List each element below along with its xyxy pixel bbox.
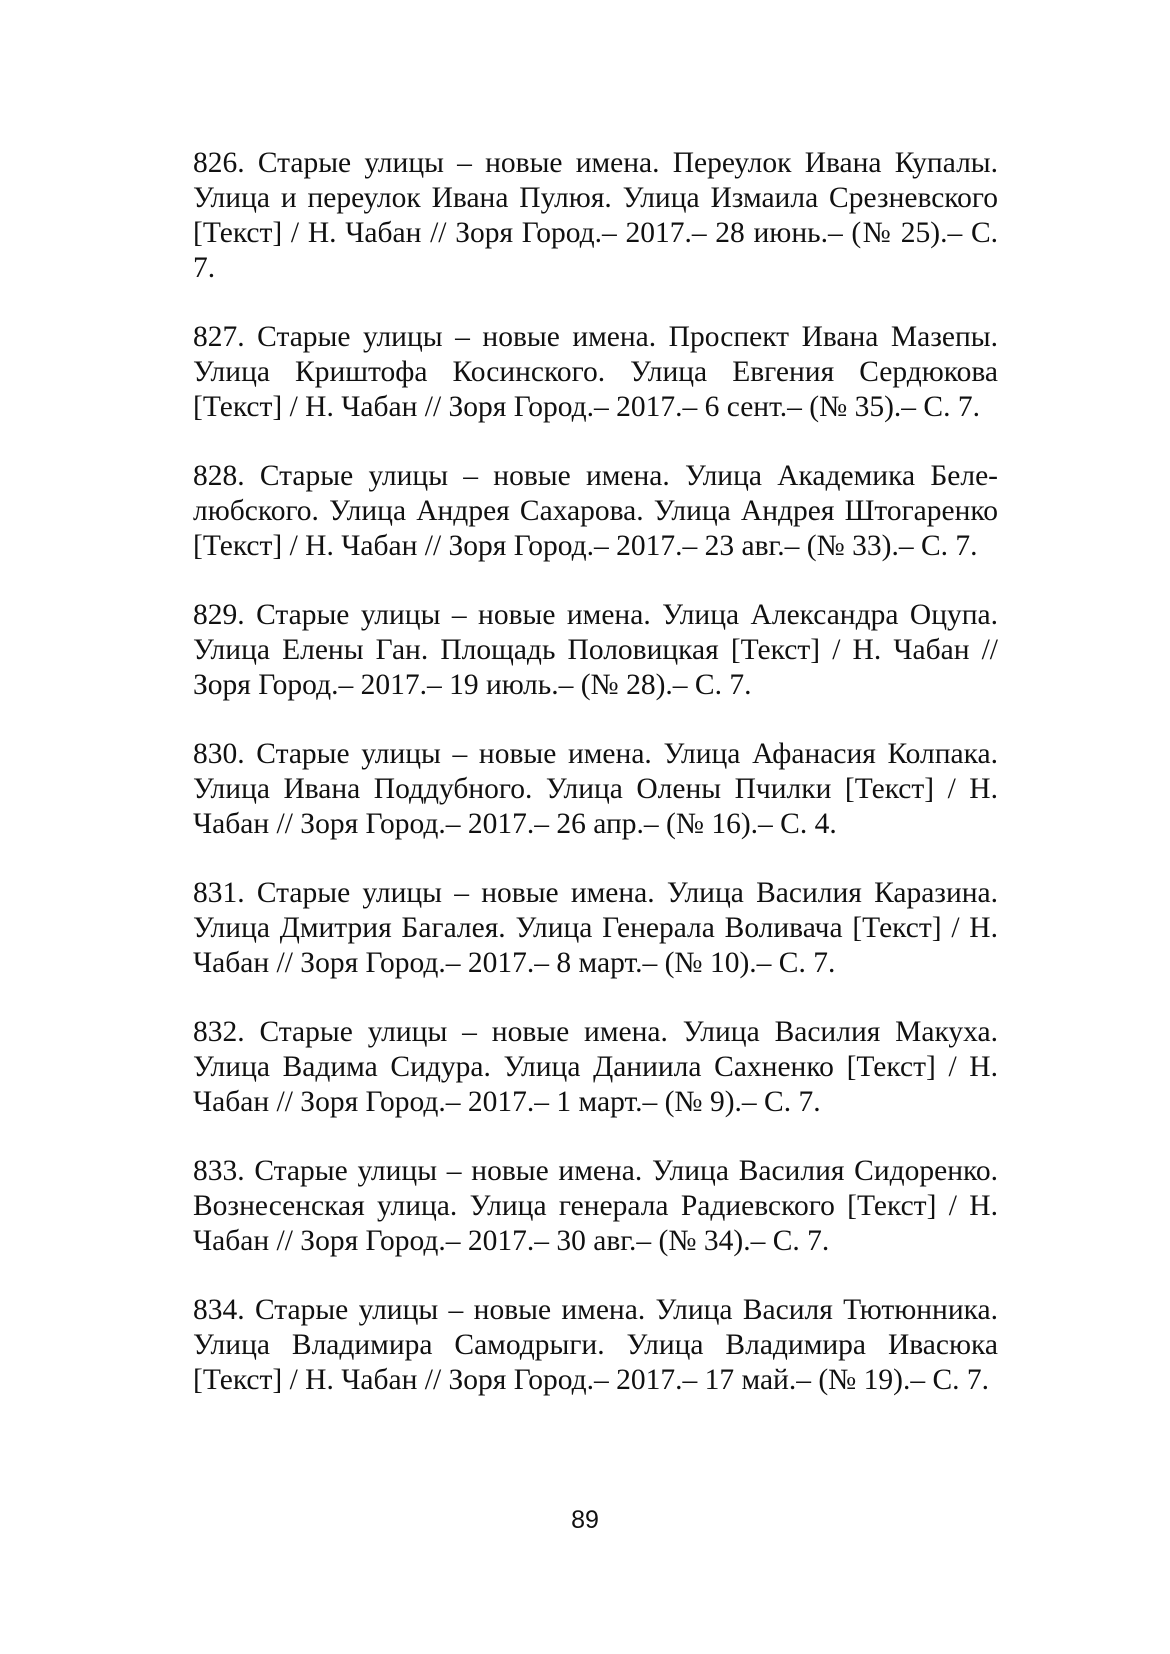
bibliography-entry-834 xyxy=(193,1293,998,1398)
bibliography-list xyxy=(193,146,998,1432)
entry-text: 826. Старые улицы – новые имена. Переулок Ивана Купалы. Улица и переулок Ивана Пулюя. Улица Измаила Срезневского [Текст] / Н. Чабан // Зоря Город.– 2017.– 28 июнь.– (№ 25).– С. 7. xyxy=(193,147,998,284)
entry-text: 831. Старые улицы – новые имена. Улица Василия Каразина. Улица Дмитрия Багалея. Улица Генерала Воливача [Текст] / Н. Чабан // Зоря Город.– 2017.– 8 март.– (№ 10).– С. 7. xyxy=(193,877,998,979)
bibliography-entry-826 xyxy=(193,146,998,286)
entry-text: 832. Старые улицы – новые имена. Улица Василия Макуха. Улица Вадима Сидура. Улица Даниила Сахненко [Текст] / Н. Чабан // Зоря Город.– 2017.– 1 март.– (№ 9).– С. 7. xyxy=(193,1016,998,1118)
bibliography-entry-832 xyxy=(193,1015,998,1120)
bibliography-entry-829 xyxy=(193,598,998,703)
page-number: 89 xyxy=(571,1506,599,1534)
entry-text: 833. Старые улицы – новые имена. Улица Василия Сидоренко. Вознесенская улица. Улица генерала Радиевского [Текст] / Н. Чабан // Зоря Город.– 2017.– 30 авг.– (№ 34).– С. 7. xyxy=(193,1155,998,1257)
bibliography-entry-831 xyxy=(193,876,998,981)
entry-text: 827. Старые улицы – новые имена. Проспект Ивана Мазепы. Улица Криштофа Косинского. Улица Евгения Сердюкова [Текст] / Н. Чабан // Зоря Город.– 2017.– 6 сент.– (№ 35).– С. 7. xyxy=(193,321,998,423)
entry-text: 828. Старые улицы – новые имена. Улица Академика Белелюбского. Улица Андрея Сахарова. Улица Андрея Штогаренко [Текст] / Н. Чабан // Зоря Город.– 2017.– 23 авг.– (№ 33).– С. 7. xyxy=(193,460,998,562)
bibliography-entry-830 xyxy=(193,737,998,842)
entry-text: 829. Старые улицы – новые имена. Улица Александра Оцупа. Улица Елены Ган. Площадь Половицкая [Текст] / Н. Чабан // Зоря Город.– 2017.– 19 июль.– (№ 28).– С. 7. xyxy=(193,599,998,701)
entry-text: 830. Старые улицы – новые имена. Улица Афанасия Колпака. Улица Ивана Поддубного. Улица Олены Пчилки [Текст] / Н. Чабан // Зоря Город.– 2017.– 26 апр.– (№ 16).– С. 4. xyxy=(193,738,998,840)
bibliography-entry-827 xyxy=(193,320,998,425)
entry-text: 834. Старые улицы – новые имена. Улица Василя Тютюнника. Улица Владимира Самодрыги. Улица Владимира Ивасюка [Текст] / Н. Чабан // Зоря Город.– 2017.– 17 май.– (№ 19).– С. 7. xyxy=(193,1294,998,1396)
bibliography-entry-833 xyxy=(193,1154,998,1259)
bibliography-entry-828 xyxy=(193,459,998,564)
